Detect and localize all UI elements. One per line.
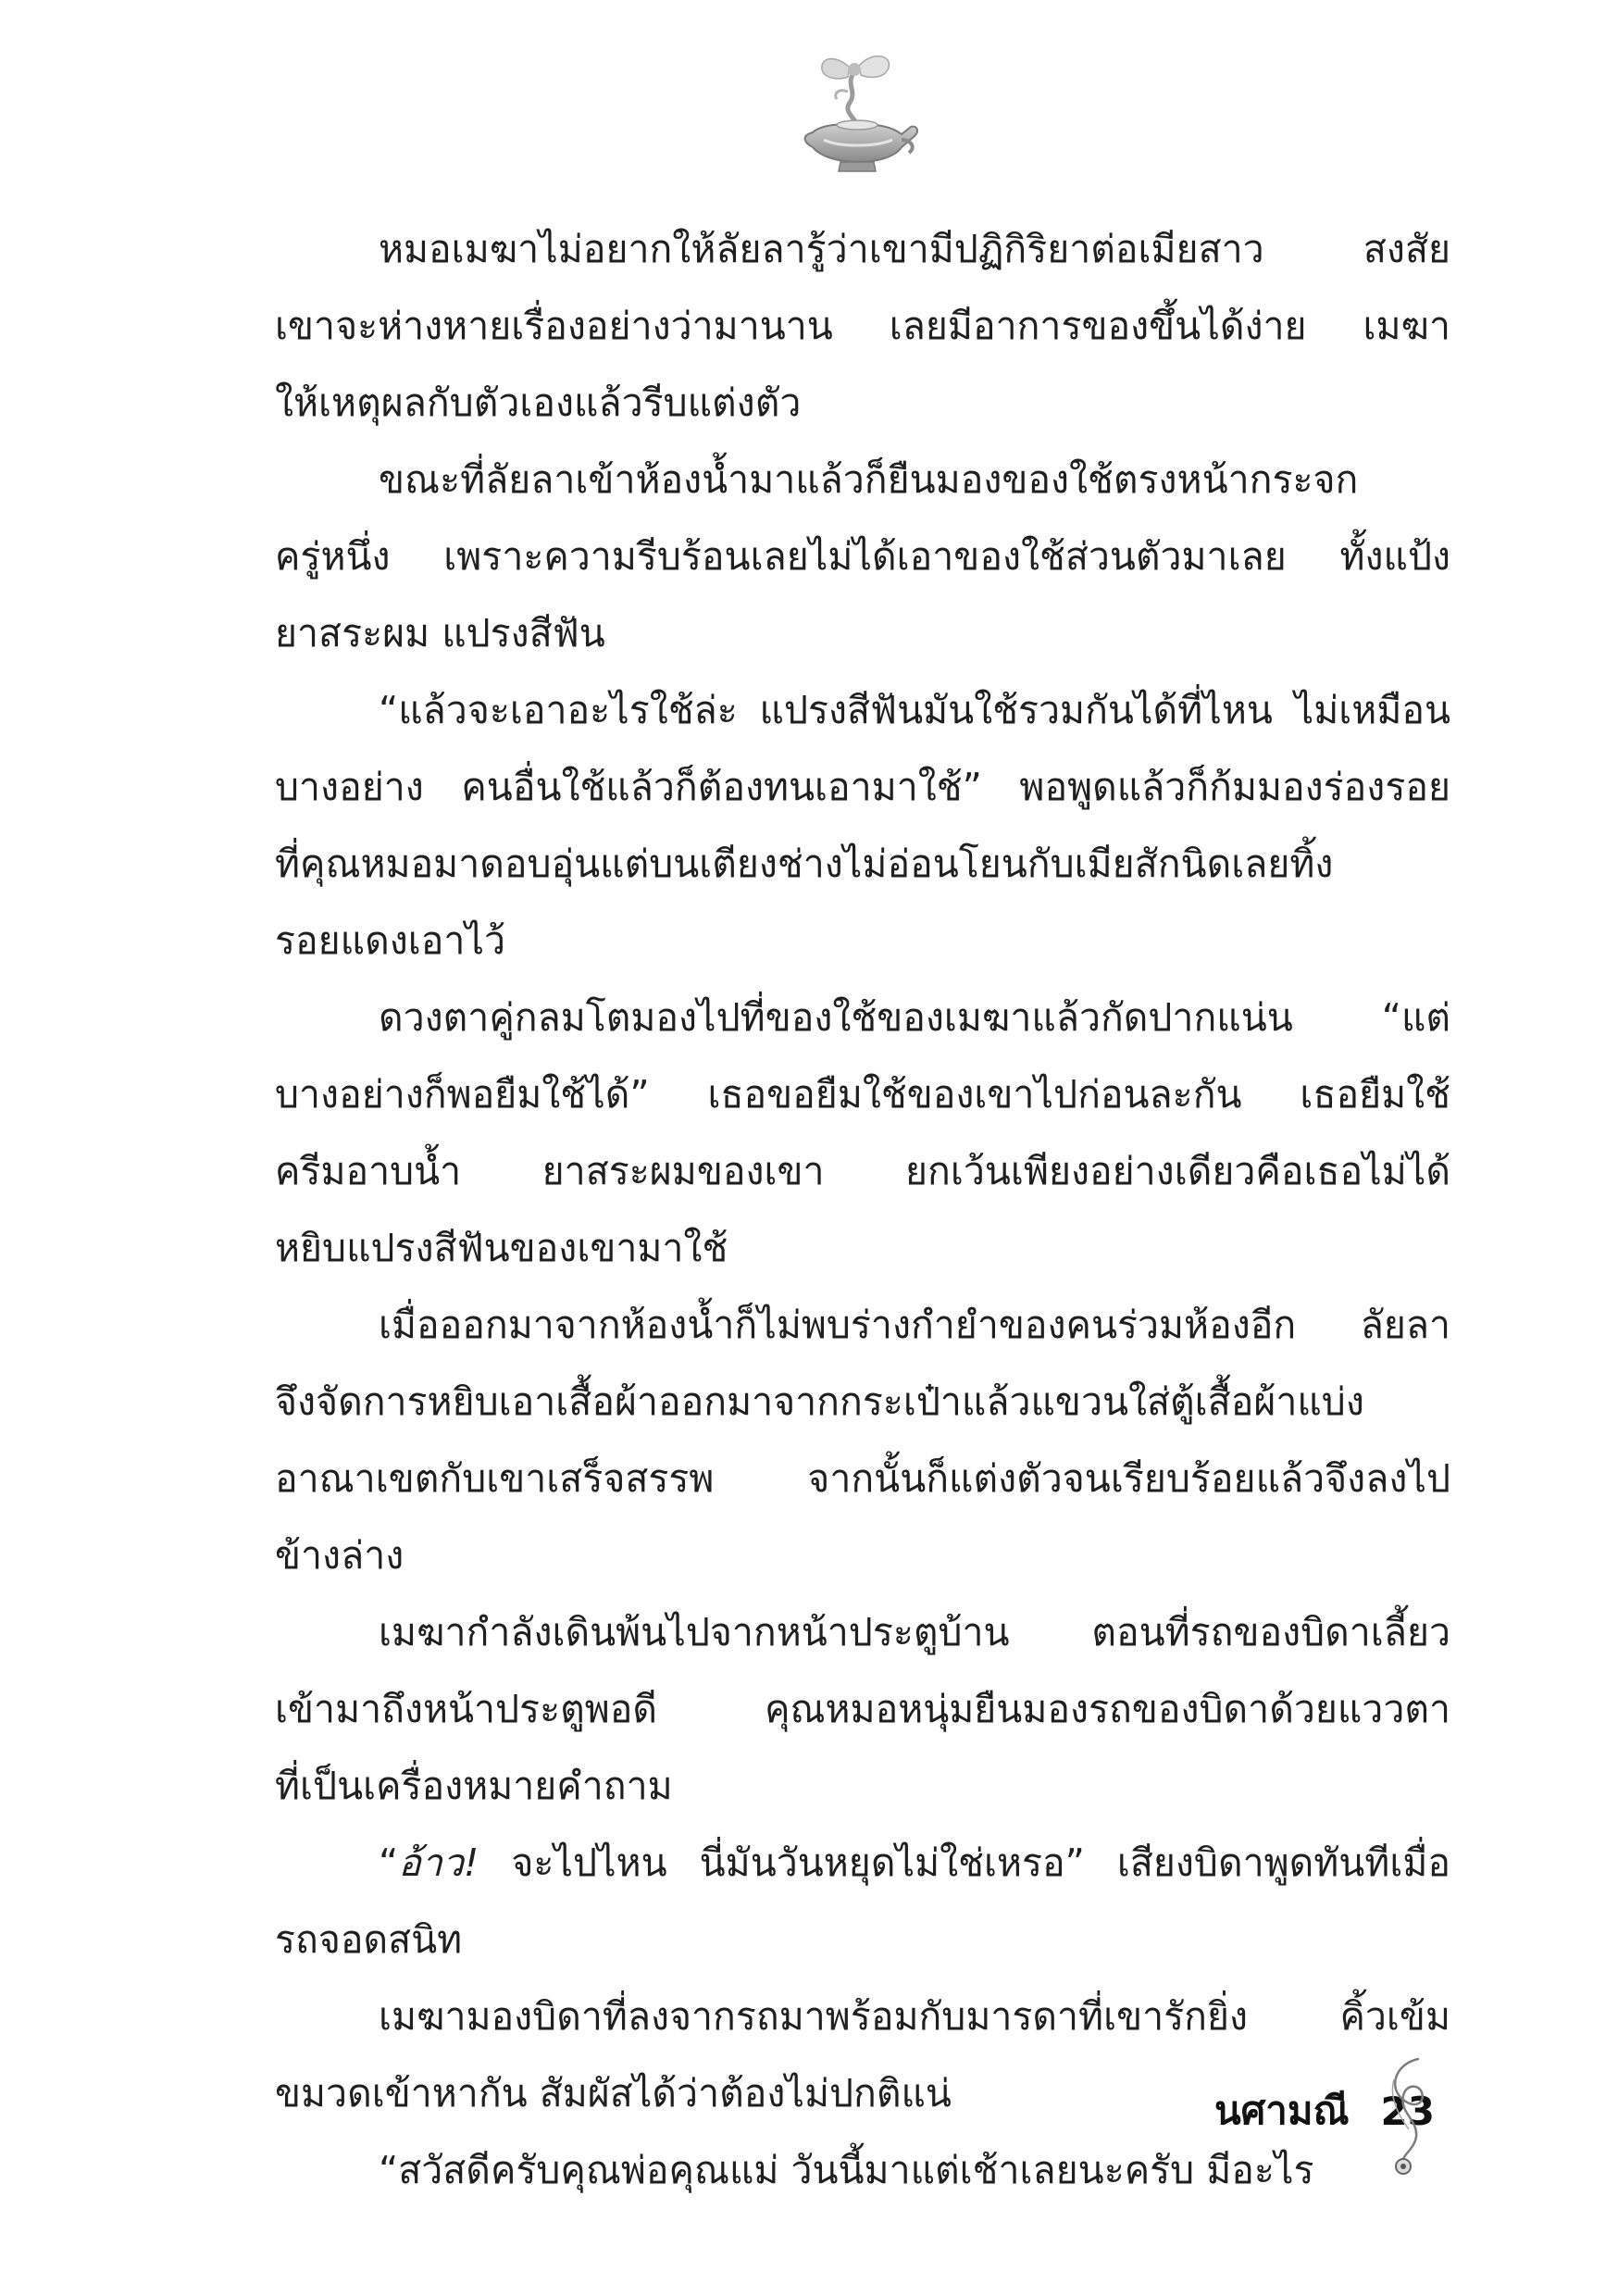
magic-lamp-with-fairy-icon [792, 51, 922, 176]
text-line: “แล้วจะเอาอะไรใช้ล่ะ แปรงสีฟันมันใช้รวมกันได้ที่ไหน ไม่เหมือน [379, 688, 1450, 732]
text-line [275, 1825, 1450, 1902]
paragraph [275, 442, 1450, 672]
paragraph [275, 672, 1450, 980]
body-text [275, 211, 1450, 2209]
text-line: บางอย่างก็พอยืมใช้ได้” เธอขอยืมใช้ของเขาไปก่อนละกัน เธอยืมใช้ [275, 1072, 1450, 1117]
text-line: หยิบแปรงสีฟันของเขามาใช้ [275, 1226, 728, 1270]
text-line: “สวัสดีครับคุณพ่อคุณแม่ วันนี้มาแต่เช้าเลยนะครับ มีอะไร [379, 2148, 1314, 2192]
text-line: ครีมอาบน้ำ ยาสระผมของเขา ยกเว้นเพียงอย่างเดียวคือเธอไม่ได้ [275, 1149, 1450, 1193]
paragraph [275, 980, 1450, 1287]
text-line: จึงจัดการหยิบเอาเสื้อผ้าออกมาจากกระเป๋าแล้วแขวนใส่ตู้เสื้อผ้าแบ่ง [275, 1379, 1364, 1424]
line-text: จะไปไหน นี่มันวันหยุดไม่ใช่เหรอ” เสียงบิดาพูดทันทีเมื่อ [479, 1841, 1450, 1885]
text-line: ดวงตาคู่กลมโตมองไปที่ของใช้ของเมฆาแล้วกัดปากแน่น “แต่ [379, 995, 1450, 1040]
text-line: อาณาเขตกับเขาเสร็จสรรพ จากนั้นก็แต่งตัวจนเรียบร้อยแล้วจึงลงไป [275, 1456, 1450, 1501]
text-line: เมฆามองบิดาที่ลงจากรถมาพร้อมกับมารดาที่เขารักยิ่ง คิ้วเข้ม [379, 1994, 1450, 2039]
text-line: เมฆากำลังเดินพ้นไปจากหน้าประตูบ้าน ตอนที่รถของบิดาเลี้ยว [379, 1610, 1450, 1654]
text-line: รถจอดสนิท [275, 1917, 463, 1962]
text-line: เขาจะห่างหายเรื่องอย่างว่ามานาน เลยมีอาการของขึ้นได้ง่าย เมฆา [275, 304, 1450, 348]
text-line: ให้เหตุผลกับตัวเองแล้วรีบแต่งตัว [275, 381, 802, 425]
necklace-pendant-icon [1381, 2052, 1438, 2181]
text-line: บางอย่าง คนอื่นใช้แล้วก็ต้องทนเอามาใช้” พอพูดแล้วก็ก้มมองร่องรอย [275, 765, 1450, 809]
page-number: 23 [1380, 2088, 1435, 2134]
text-line: ข้างล่าง [275, 1533, 404, 1578]
text-line: ครู่หนึ่ง เพราะความรีบร้อนเลยไม่ได้เอาของใช้ส่วนตัวมาเลย ทั้งแป้ง [275, 534, 1450, 579]
paragraph [275, 1825, 1450, 1978]
italic-exclamation: อ้าว! [398, 1841, 479, 1885]
text-line: ยาสระผม แปรงสีฟัน [275, 611, 605, 655]
text-line: เมื่อออกมาจากห้องน้ำก็ไม่พบร่างกำยำของคนร่วมห้องอีก ลัยลา [379, 1303, 1450, 1347]
text-line: ขมวดเข้าหากัน สัมผัสได้ว่าต้องไม่ปกติแน่ [275, 2071, 952, 2115]
text-line: ที่คุณหมอมาดอบอุ่นแต่บนเตียงช่างไม่อ่อนโยนกับเมียสักนิดเลยทิ้ง [275, 842, 1334, 886]
text-line: เข้ามาถึงหน้าประตูพอดี คุณหมอหนุ่มยืนมองรถของบิดาด้วยแววตา [275, 1687, 1450, 1731]
author-name: นศามณี [1214, 2088, 1350, 2133]
quote-mark: “ [379, 1841, 399, 1885]
text-line: ขณะที่ลัยลาเข้าห้องน้ำมาแล้วก็ยืนมองของใช้ตรงหน้ากระจก [379, 457, 1359, 502]
paragraph [275, 211, 1450, 442]
paragraph [275, 1594, 1450, 1825]
text-line: รอยแดงเอาไว้ [275, 918, 506, 963]
text-line: ที่เป็นเครื่องหมายคำถาม [275, 1764, 673, 1808]
paragraph [275, 1287, 1450, 1594]
text-line: หมอเมฆาไม่อยากให้ลัยลารู้ว่าเขามีปฏิกิริยาต่อเมียสาว สงสัย [379, 227, 1450, 271]
paragraph [275, 2132, 1450, 2209]
